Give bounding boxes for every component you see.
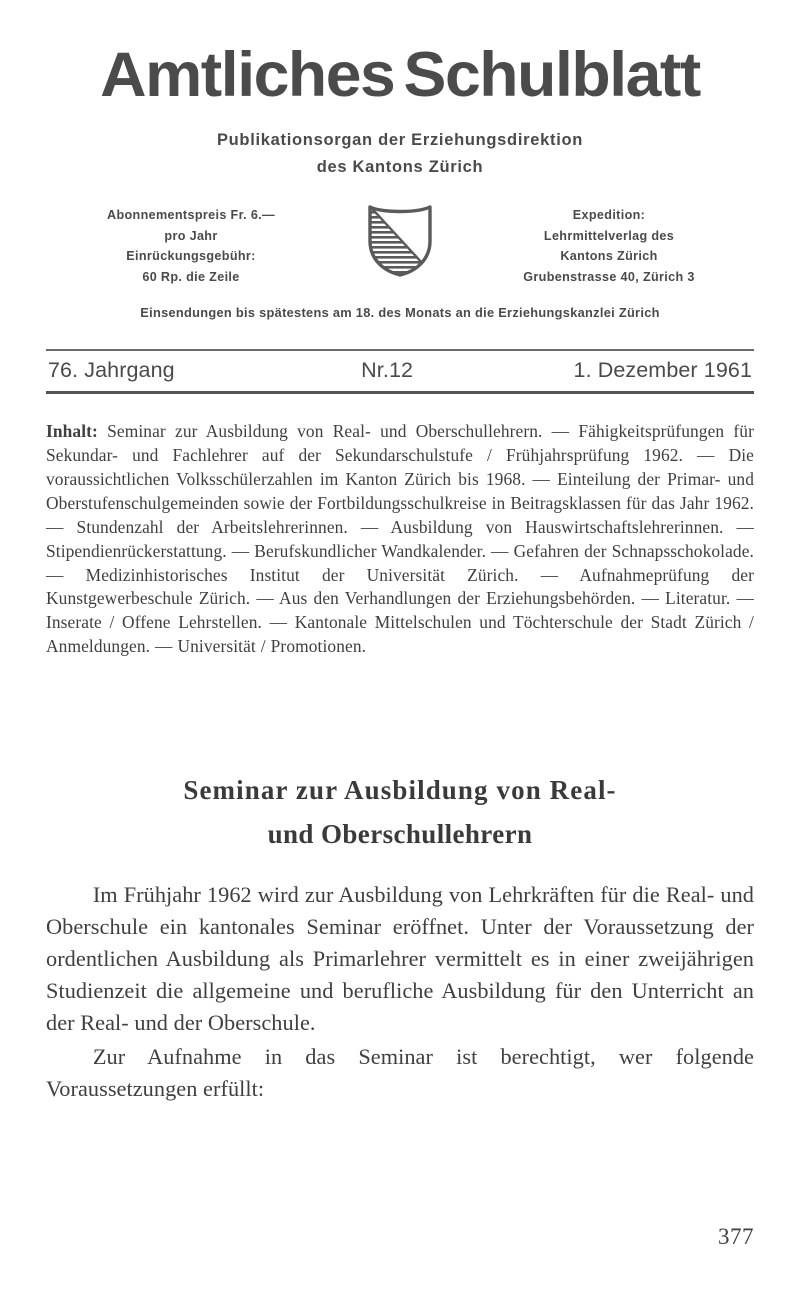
subtitle-line-2: des Kantons Zürich <box>316 158 484 177</box>
expedition-line-2: Lehrmittelverlag des <box>543 228 675 243</box>
subscription-line-2: pro Jahr <box>164 228 218 243</box>
issue-number: Nr.12 <box>361 358 414 382</box>
masthead-title <box>39 0 761 110</box>
expedition-line-4: Grubenstrasse 40, Zürich 3 <box>523 269 695 284</box>
contents-label: Inhalt: <box>46 421 98 441</box>
article-paragraph-1: Im Frühjahr 1962 wird zur Ausbildung von Lehrkräften für die Real- und Oberschule ein kantonales Seminar eröffnet. Unter der Voraussetzung der ordentlichen Ausbildung als Primarlehrer vermittelt es in einer zweijährigen Studienzeit die allgemeine und berufliche Ausbildung für den Unterricht an der Real- und der Oberschule. <box>46 881 754 1036</box>
contents-text: Seminar zur Ausbildung von Real- und Oberschullehrern. — Fähigkeitsprüfungen für Sekundar- und Fachlehrer auf der Sekundarschulstufe / Frühjahrsprüfung 1962. — Die voraussichtlichen Volksschülerzahlen im Kanton Zürich bis 1968. — Einteilung der Primar- und Oberstufenschulgemeinden sowie der Fortbildungsschulkreise in Beitragsklassen für das Jahr 1962. — Stundenzahl der Arbeitslehrerinnen. — Ausbildung von Hauswirtschaftslehrerinnen. — Stipendienrückerstattung. — Berufskundlicher Wandkalender. — Gefahren der Schnapsschokolade. — Medizinhistorisches Institut der Universität Zürich. — Aufnahmeprüfung der Kunstgewerbeschule Zürich. — Aus den Verhandlungen der Erziehungsbehörden. — Literatur. — Inserate / Offene Lehrstellen. — Kantonale Mittelschulen und Töchterschule der Stadt Zürich / Anmeldungen. — Universität / Promotionen. <box>46 421 754 657</box>
issue-bar <box>46 349 754 394</box>
expedition-line-1: Expedition: <box>572 208 646 223</box>
zurich-coat-of-arms-icon <box>365 201 435 277</box>
subtitle-line-1: Publikationsorgan der Erziehungsdirektion <box>216 131 584 149</box>
article-title-line-1: Seminar zur Ausbildung von Real- <box>183 775 617 806</box>
expedition-line-3: Kantons Zürich <box>560 249 658 264</box>
article-title <box>46 659 754 856</box>
masthead-title-word-1: Amtliches <box>100 40 395 110</box>
masthead-subtitle <box>46 127 754 181</box>
article-paragraph-2: Zur Aufnahme in das Seminar ist berechtigt, wer folgende Voraussetzungen erfüllt: <box>46 1044 754 1102</box>
subscription-line-3: Einrückungsgebühr: <box>126 249 256 264</box>
article-title-line-2: und Oberschullehrern <box>267 818 533 849</box>
subscription-line-4: 60 Rp. die Zeile <box>142 269 240 284</box>
emblem-container <box>345 199 455 277</box>
issue-row <box>46 351 754 391</box>
article-body <box>46 879 754 1106</box>
page-number: 377 <box>718 1224 754 1249</box>
expedition-info <box>464 199 754 287</box>
submission-notice: Einsendungen bis spätestens am 18. des Monats an die Erziehungskanzlei Zürich <box>140 305 660 320</box>
subscription-info <box>46 199 336 287</box>
issue-date: 1. Dezember 1961 <box>573 358 752 382</box>
masthead-title-word-2: Schulblatt <box>403 40 700 110</box>
table-of-contents <box>46 420 754 659</box>
masthead-info-row <box>46 199 754 287</box>
rule-below-issue <box>46 391 754 394</box>
subscription-line-1: Abonnementspreis Fr. 6.— <box>107 208 275 223</box>
issue-volume: 76. Jahrgang <box>48 358 175 382</box>
